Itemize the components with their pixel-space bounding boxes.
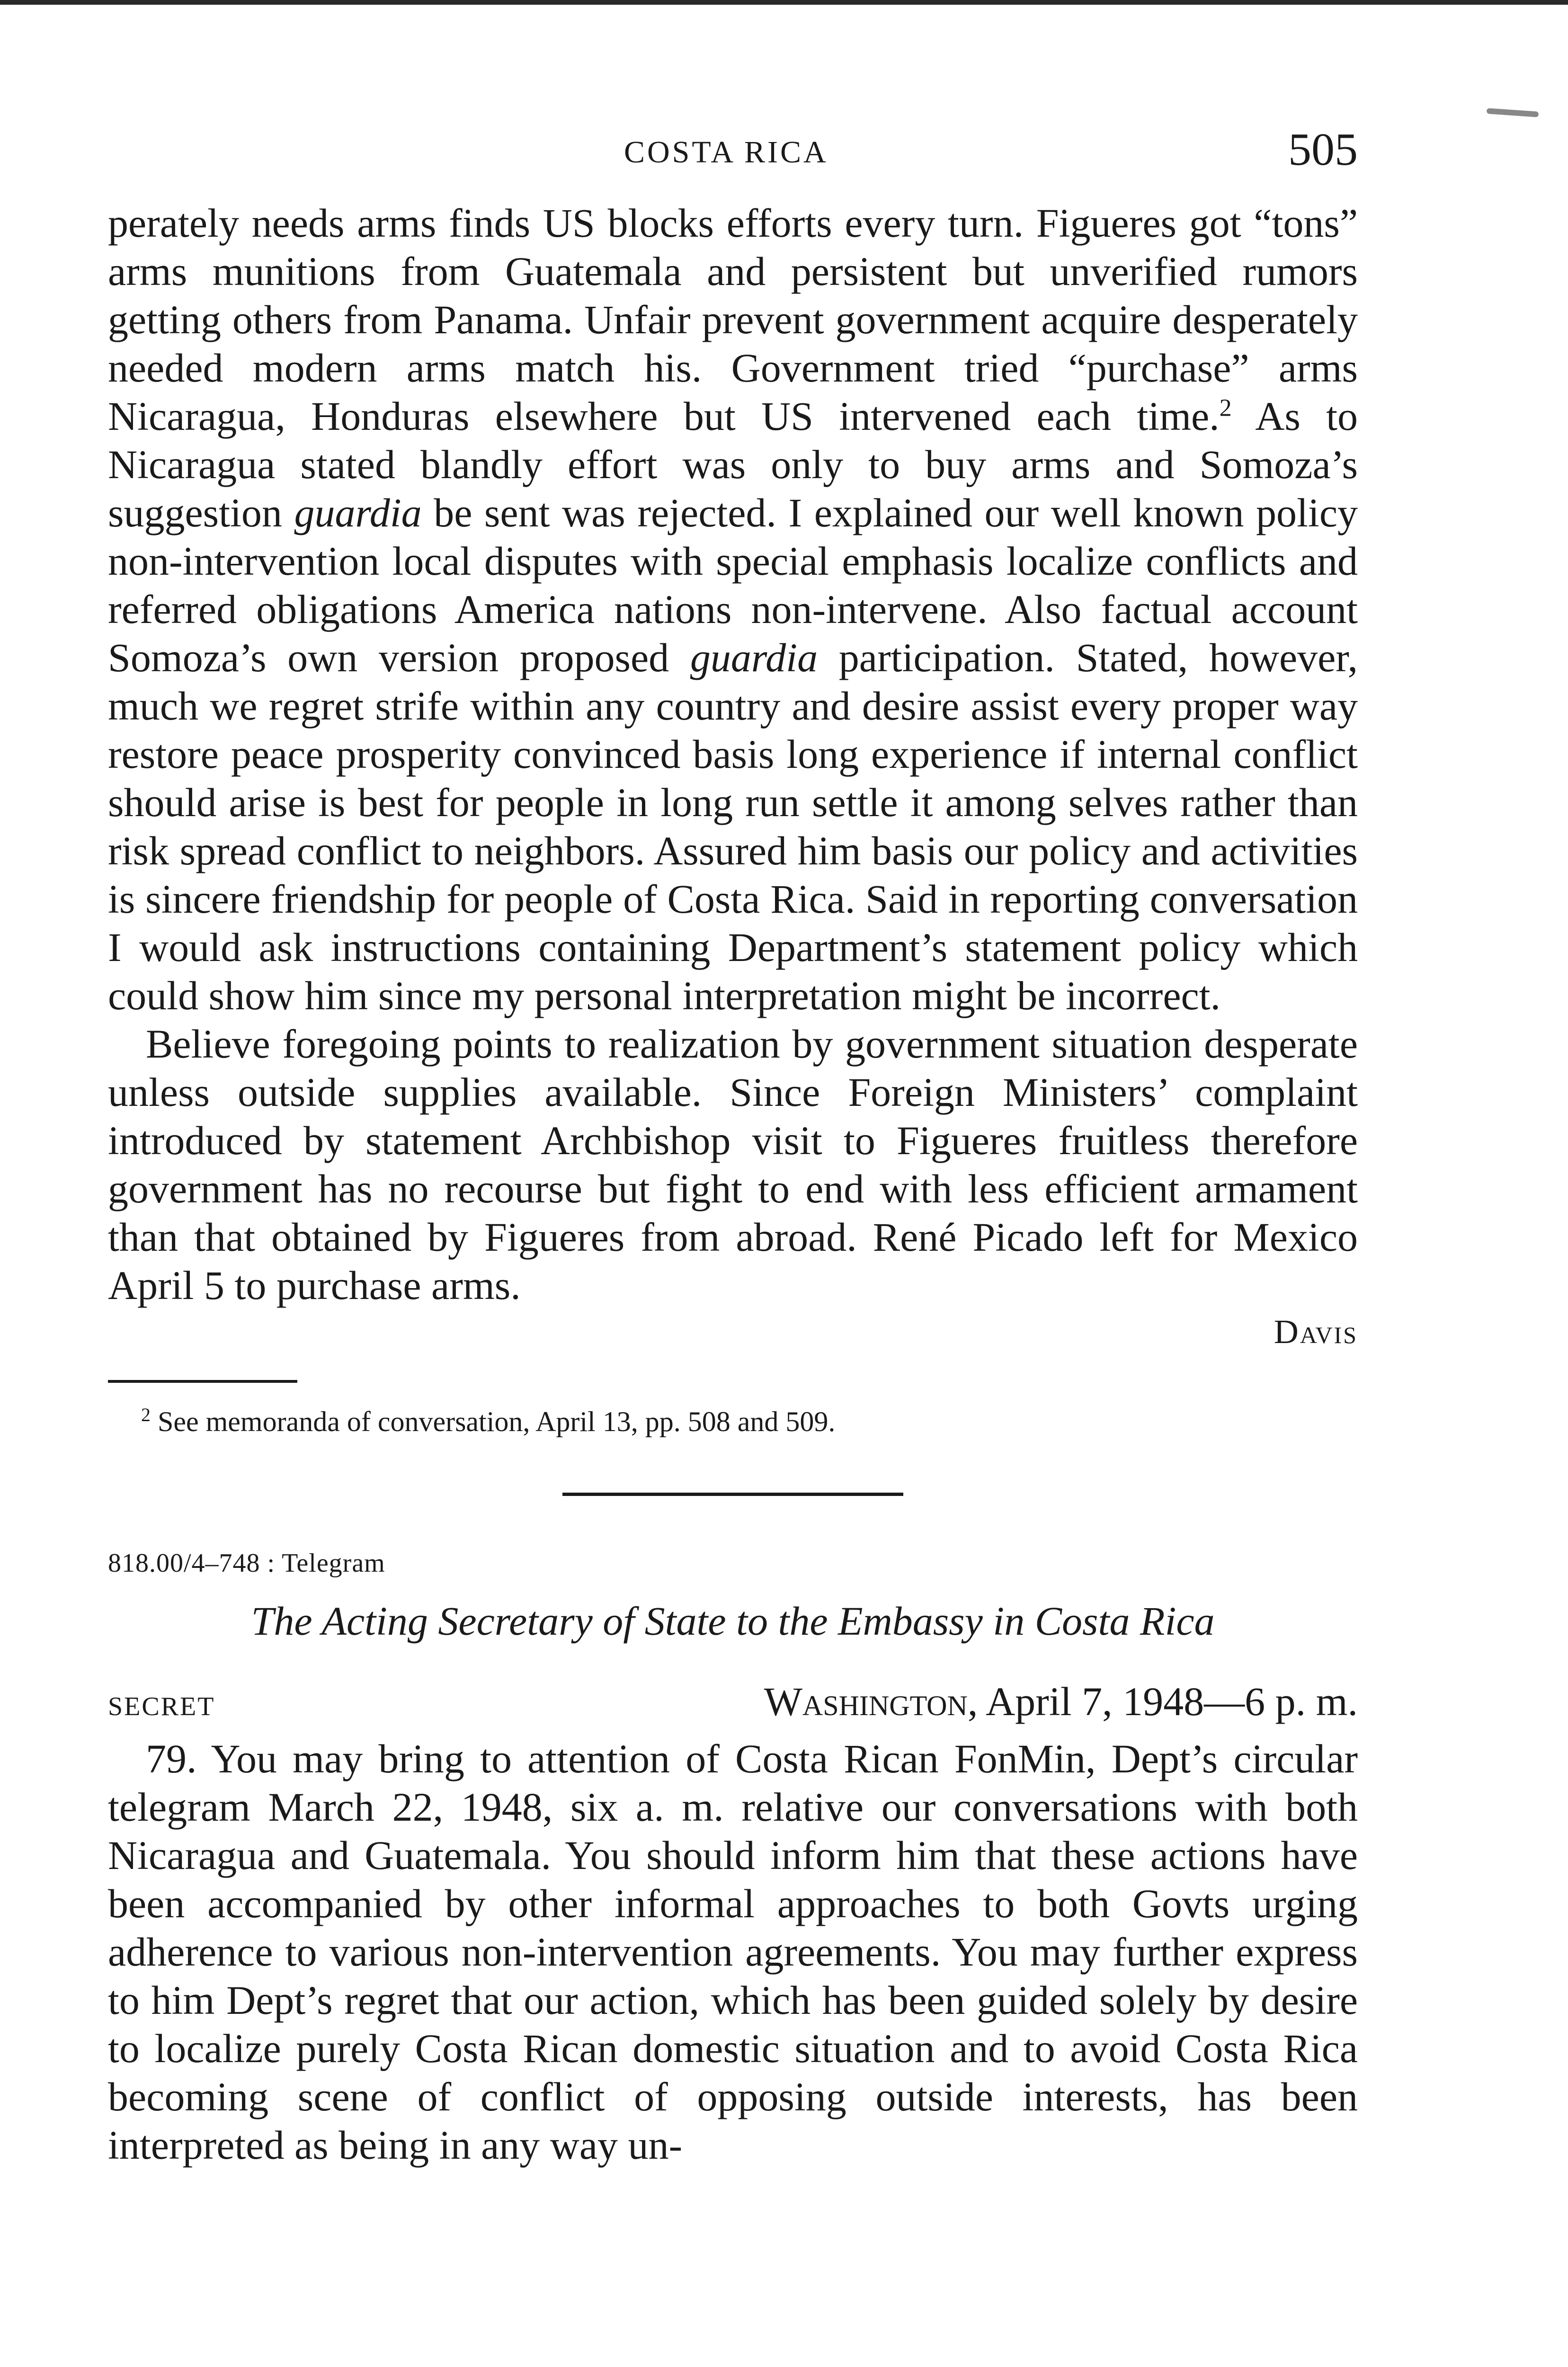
- paragraph-text: participation. Stated, however, much we regret strife within any country and desire assist every proper way restore peace prosperity convinced basis long experience if internal conflict should arise is best for people in long run settle it among selves rather than risk spread conflict to neighbors. Assured him basis our policy and activities is sincere friendship for people of Costa Rica. Said in reporting conversation I would ask instructions containing Department’s statement policy which could show him since my personal interpretation might be incorrect.: [108, 635, 1358, 1018]
- italic-term: guardia: [690, 635, 818, 680]
- footnote-marker: 2: [141, 1404, 151, 1425]
- paragraph-text: be sent was rejected. I explained our well known policy non-intervention local disputes with special emphasis localize conflicts and referred obligations America nations non-intervene. Also factual account Somoza’s own version proposed: [108, 490, 1358, 680]
- footnote-rule: [108, 1380, 297, 1383]
- section-divider: [562, 1493, 903, 1496]
- paragraph-text: As to Nicaragua stated blandly effort was only to buy arms and Somoza’s suggestion: [108, 393, 1358, 535]
- paragraph: Believe foregoing points to realization by government situation desperate unless outside supplies available. Since Foreign Ministers’ complaint introduced by statement Archbishop visit to Figueres fruitless therefore government has no recourse but fight to end with less efficient armament than that obtained by Figueres from abroad. René Picado left for Mexico April 5 to purchase arms.: [108, 1021, 1358, 1308]
- signature: Davis: [1274, 1313, 1358, 1351]
- telegram-body: 79. You may bring to attention of Costa Rican FonMin, Dept’s circular telegram March 22, 1948, six a. m. relative our conversations with both Nicaragua and Guatemala. You should inform him that these actions have been accompanied by other informal approaches to both Govts urging adherence to various non-intervention agreements. You may further express to him Dept’s regret that our action, which has been guided solely by desire to localize purely Costa Rican domestic situation and to avoid Costa Rica becoming scene of conflict of opposing outside interests, has been interpreted as being in any way un-: [108, 1736, 1358, 2168]
- footnote-text: See memoranda of conversation, April 13, pp. 508 and 509.: [151, 1406, 836, 1437]
- place: Washington: [764, 1679, 968, 1724]
- page-header: [108, 118, 1358, 175]
- page-body: [108, 199, 1358, 2169]
- running-head: COSTA RICA: [624, 135, 829, 169]
- document-file-reference: 818.00/4–748 : Telegram: [108, 1548, 385, 1578]
- paragraph-text: perately needs arms finds US blocks efforts every turn. Figueres got “tons” arms munitions from Guatemala and persistent but unverified rumors getting others from Panama. Unfair prevent government acquire desperately needed modern arms match his. Government tried “purchase” arms Nicaragua, Honduras elsewhere but US intervened each time.: [108, 200, 1358, 439]
- top-border-rule: [0, 0, 1568, 5]
- date: , April 7, 1948—6 p. m.: [967, 1679, 1358, 1724]
- footnote-reference: 2: [1219, 394, 1232, 422]
- paragraph-continued: [108, 199, 1358, 1020]
- place-and-date: [764, 1678, 1358, 1725]
- dateline: [108, 1678, 1358, 1725]
- page-number: 505: [1288, 124, 1358, 175]
- scan-artifact-mark: [1487, 108, 1539, 117]
- classification-label: SECRET: [108, 1692, 215, 1721]
- document-title: The Acting Secretary of State to the Embassy in Costa Rica: [251, 1598, 1215, 1644]
- italic-term: guardia: [294, 490, 422, 535]
- footnote: [141, 1396, 1358, 1441]
